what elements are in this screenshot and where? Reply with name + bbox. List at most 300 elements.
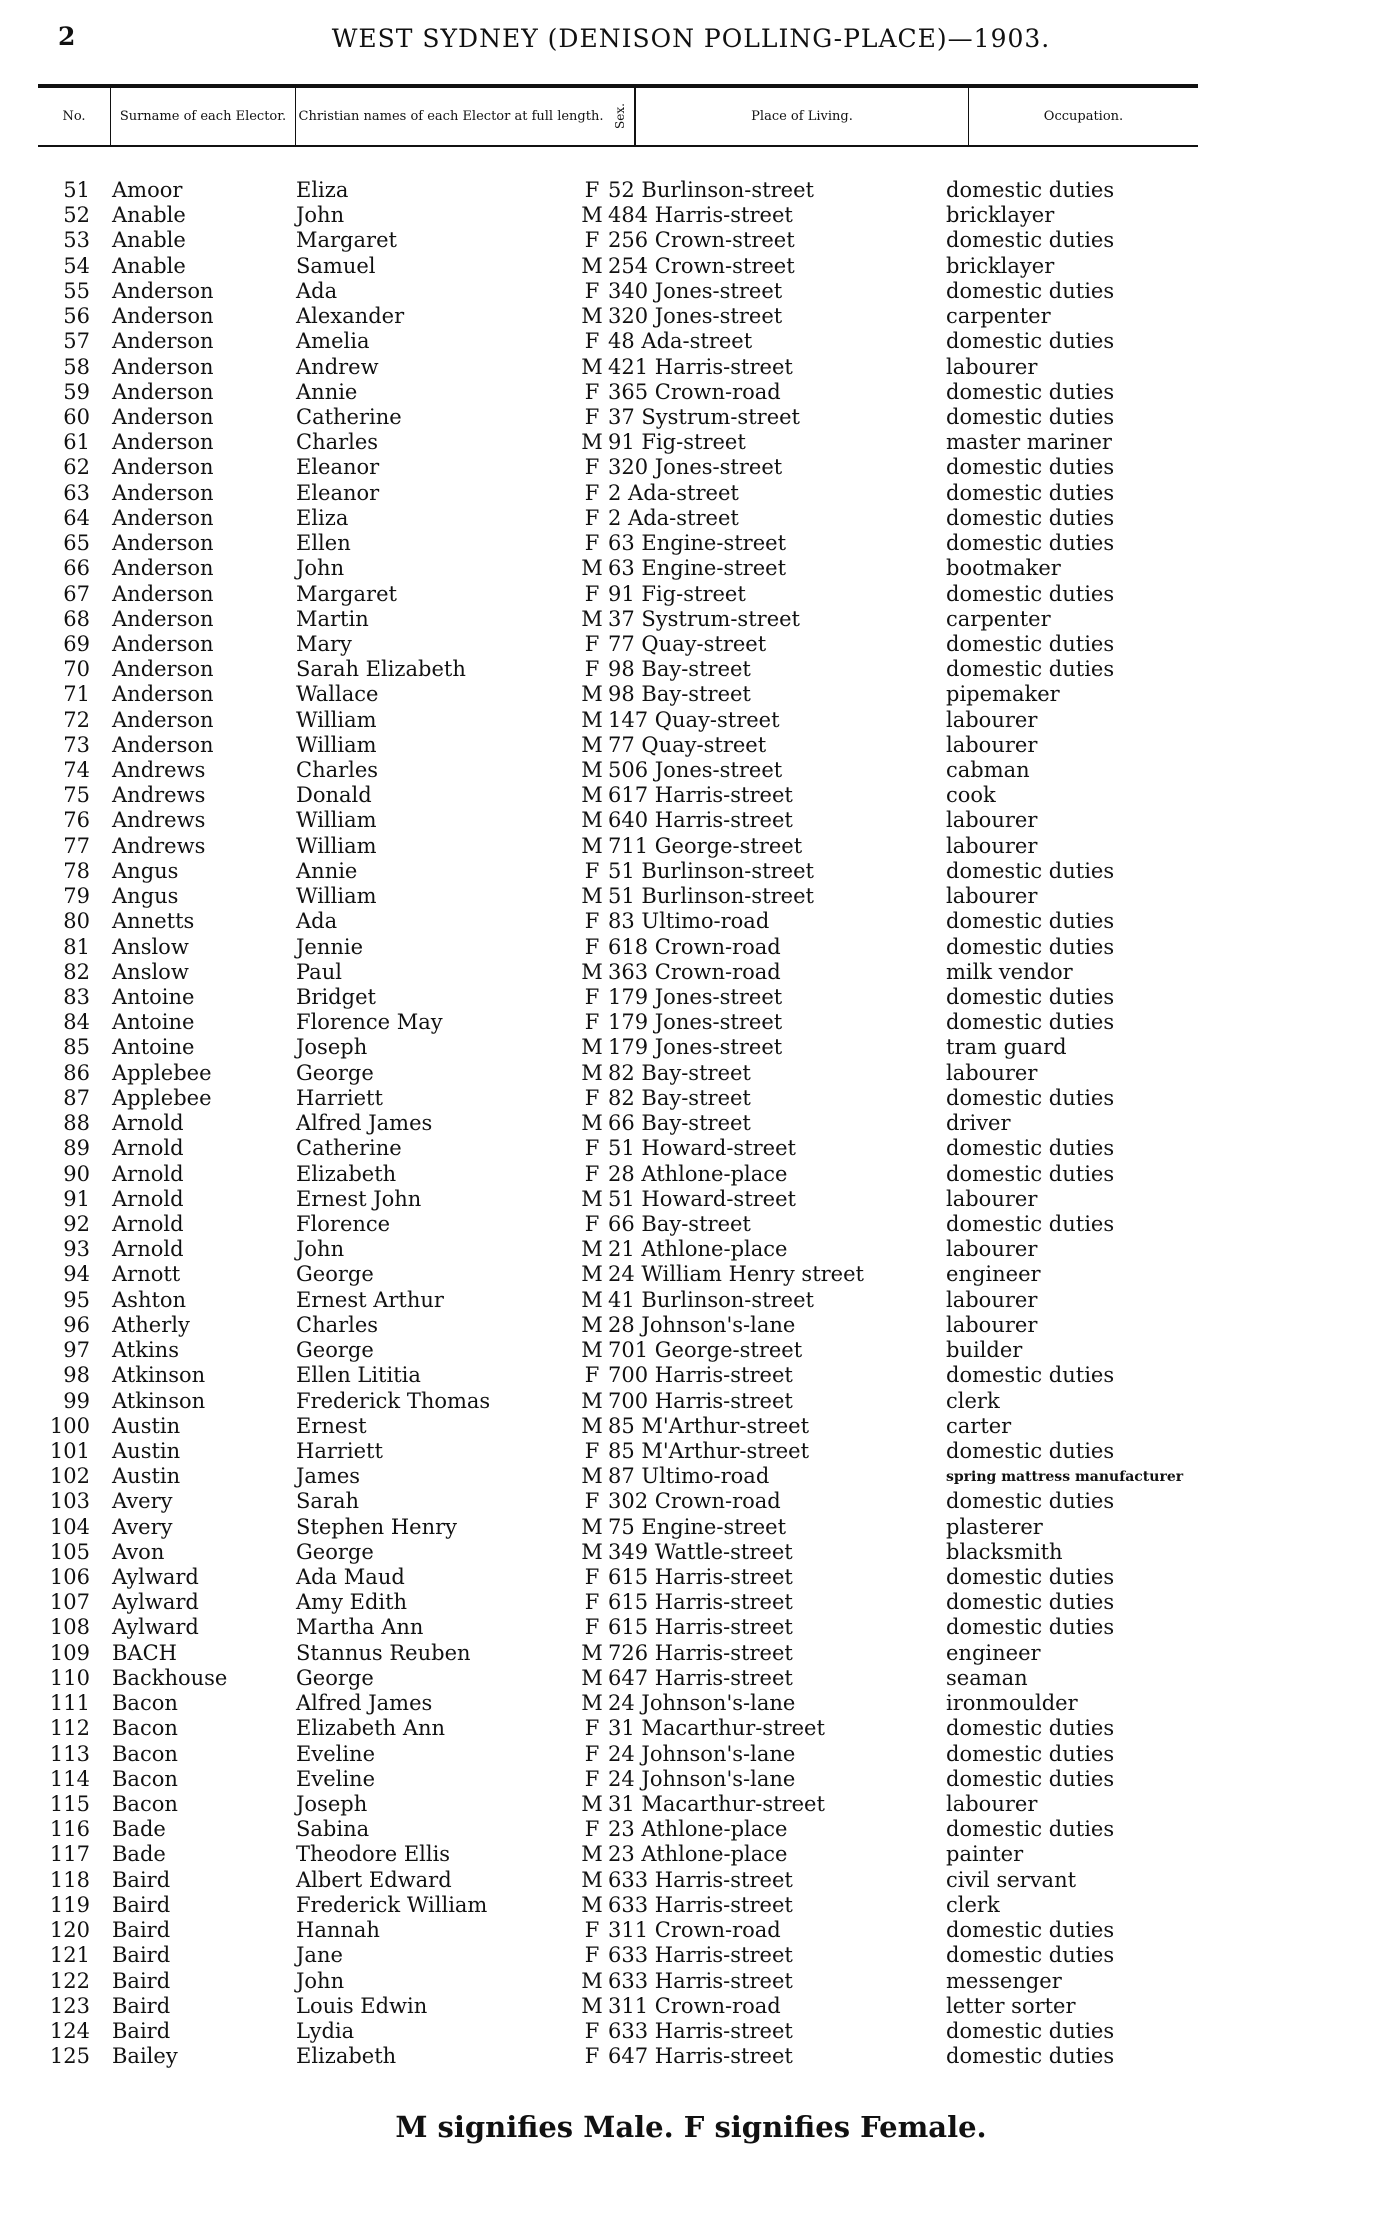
elector-place: 51 Howard-street (608, 1186, 796, 1211)
table-row (0, 1489, 1382, 1514)
elector-place: 82 Bay-street (608, 1060, 751, 1085)
elector-place: 700 Harris-street (608, 1388, 793, 1413)
elector-surname: Amoor (112, 178, 183, 202)
elector-number: 60 (63, 404, 90, 429)
elector-number: 103 (49, 1489, 90, 1514)
elector-christian-names: Theodore Ellis (296, 1842, 451, 1867)
elector-sex: F (584, 1590, 600, 1615)
elector-christian-names: Charles (296, 1312, 379, 1337)
elector-place: 82 Bay-street (608, 1085, 751, 1110)
elector-place: 87 Ultimo-road (608, 1464, 770, 1489)
table-row (0, 329, 1382, 354)
elector-surname: Bacon (112, 1691, 178, 1716)
elector-surname: Anderson (112, 581, 214, 606)
elector-place: 618 Crown-road (608, 934, 781, 959)
elector-place: 701 George-street (608, 1338, 803, 1363)
table-row (0, 1464, 1382, 1489)
page-title: WEST SYDNEY (DENISON POLLING-PLACE)—1903. (331, 24, 1051, 53)
elector-place: 302 Crown-road (608, 1489, 781, 1514)
footer-note: M signifies Male. F signifies Female. (395, 2110, 987, 2144)
elector-place: 179 Jones-street (608, 1010, 783, 1035)
elector-place: 52 Burlinson-street (608, 178, 814, 202)
elector-sex: M (581, 1993, 603, 2018)
elector-number: 69 (63, 631, 90, 656)
elector-sex: F (584, 455, 600, 480)
elector-christian-names: William (296, 732, 377, 757)
elector-surname: Anable (112, 228, 186, 253)
elector-surname: Aylward (112, 1590, 199, 1615)
table-row (0, 1111, 1382, 1136)
elector-sex: M (581, 1514, 603, 1539)
elector-christian-names: Eleanor (296, 480, 380, 505)
elector-surname: Anslow (112, 934, 189, 959)
elector-occupation: domestic duties (946, 1489, 1115, 1514)
elector-place: 23 Athlone-place (608, 1817, 788, 1842)
elector-place: 28 Athlone-place (608, 1161, 788, 1186)
elector-number: 115 (49, 1792, 90, 1816)
elector-place: 484 Harris-street (608, 203, 793, 228)
elector-place: 320 Jones-street (608, 455, 783, 480)
table-row (0, 1288, 1382, 1313)
elector-christian-names: Amelia (296, 329, 370, 354)
elector-number: 116 (49, 1817, 90, 1842)
elector-sex: F (584, 1817, 600, 1842)
elector-number: 66 (63, 556, 90, 581)
elector-surname: Austin (112, 1438, 181, 1463)
elector-number: 94 (63, 1262, 90, 1287)
table-row (0, 758, 1382, 783)
table-row (0, 1136, 1382, 1161)
elector-christian-names: Hannah (296, 1918, 380, 1943)
elector-christian-names: Eleanor (296, 455, 380, 480)
elector-occupation: letter sorter (946, 1993, 1076, 2018)
table-row (0, 1035, 1382, 1060)
elector-christian-names: Ada Maud (296, 1565, 405, 1590)
elector-christian-names: Catherine (296, 404, 402, 429)
elector-number: 93 (63, 1237, 90, 1262)
elector-occupation: domestic duties (946, 858, 1115, 883)
elector-christian-names: Lydia (296, 2018, 355, 2043)
elector-surname: Arnott (112, 1262, 181, 1287)
elector-number: 95 (63, 1287, 90, 1312)
elector-sex: F (584, 480, 600, 505)
elector-number: 105 (49, 1539, 90, 1564)
elector-christian-names: Eliza (296, 505, 349, 530)
elector-occupation: domestic duties (946, 1590, 1115, 1615)
elector-christian-names: Sabina (296, 1817, 370, 1842)
elector-surname: Antoine (112, 1035, 195, 1060)
elector-place: 615 Harris-street (608, 1565, 793, 1590)
elector-place: 77 Quay-street (608, 631, 767, 656)
elector-occupation: domestic duties (946, 1918, 1115, 1943)
elector-christian-names: William (296, 884, 377, 909)
elector-place: 91 Fig-street (608, 430, 746, 455)
elector-surname: Baird (112, 1918, 171, 1943)
column-header-no: No. (62, 108, 86, 124)
table-row (0, 1187, 1382, 1212)
table-row (0, 1691, 1382, 1716)
elector-christian-names: Charles (296, 430, 379, 455)
elector-occupation: domestic duties (946, 1211, 1115, 1236)
elector-place: 91 Fig-street (608, 581, 746, 606)
elector-surname: Andrews (112, 783, 206, 808)
elector-place: 24 Johnson's-lane (608, 1741, 796, 1766)
elector-place: 633 Harris-street (608, 1892, 793, 1917)
elector-sex: F (584, 1918, 600, 1943)
elector-occupation: labourer (946, 1237, 1038, 1262)
elector-christian-names: Alexander (296, 304, 405, 329)
elector-sex: F (584, 1489, 600, 1514)
elector-christian-names: Andrew (296, 354, 379, 379)
elector-christian-names: George (296, 1665, 374, 1690)
elector-number: 68 (63, 606, 90, 631)
elector-place: 31 Macarthur-street (608, 1716, 825, 1741)
elector-occupation: domestic duties (946, 2044, 1115, 2069)
elector-place: 23 Athlone-place (608, 1842, 788, 1867)
elector-place: 66 Bay-street (608, 1111, 751, 1136)
elector-occupation: domestic duties (946, 631, 1115, 656)
elector-sex: M (581, 808, 603, 833)
elector-surname: Atherly (112, 1312, 190, 1337)
elector-sex: M (581, 253, 603, 278)
elector-number: 89 (63, 1136, 90, 1161)
table-row (0, 1162, 1382, 1187)
elector-surname: Arnold (112, 1136, 184, 1161)
elector-occupation: labourer (946, 833, 1038, 858)
elector-occupation: cook (946, 783, 996, 808)
elector-sex: M (581, 1539, 603, 1564)
elector-place: 633 Harris-street (608, 2018, 793, 2043)
elector-occupation: messenger (946, 1968, 1062, 1993)
table-row (0, 1918, 1382, 1943)
elector-christian-names: Amy Edith (296, 1590, 408, 1615)
elector-occupation: domestic duties (946, 2018, 1115, 2043)
table-row (0, 279, 1382, 304)
elector-surname: Anderson (112, 631, 214, 656)
table-row (0, 304, 1382, 329)
table-row (0, 1615, 1382, 1640)
elector-number: 121 (49, 1943, 90, 1968)
elector-number: 79 (63, 884, 90, 909)
elector-place: 24 Johnson's-lane (608, 1766, 796, 1791)
elector-christian-names: Martin (296, 606, 369, 631)
elector-number: 72 (63, 707, 90, 732)
elector-place: 615 Harris-street (608, 1590, 793, 1615)
elector-sex: M (581, 1388, 603, 1413)
elector-surname: Arnold (112, 1111, 184, 1136)
elector-sex: M (581, 783, 603, 808)
elector-place: 63 Engine-street (608, 556, 787, 581)
elector-number: 59 (63, 379, 90, 404)
elector-surname: Andrews (112, 758, 206, 783)
elector-christian-names: Elizabeth Ann (296, 1716, 446, 1741)
elector-sex: M (581, 1842, 603, 1867)
elector-number: 61 (63, 430, 90, 455)
elector-surname: Bade (112, 1842, 166, 1867)
elector-sex: M (581, 1287, 603, 1312)
elector-surname: Atkinson (112, 1388, 206, 1413)
elector-occupation: ironmoulder (946, 1691, 1078, 1716)
elector-place: 24 William Henry street (608, 1262, 864, 1287)
column-header-row (38, 88, 1198, 147)
elector-place: 711 George-street (608, 833, 803, 858)
elector-christian-names: Albert Edward (296, 1867, 452, 1892)
elector-christian-names: Ellen (296, 531, 351, 556)
elector-christian-names: John (296, 556, 345, 581)
elector-sex: M (581, 1665, 603, 1690)
elector-number: 104 (49, 1514, 90, 1539)
elector-surname: Bade (112, 1817, 166, 1842)
elector-occupation: bricklayer (946, 203, 1055, 228)
table-row (0, 254, 1382, 279)
column-header-place: Place of Living. (635, 88, 968, 145)
elector-surname: Anderson (112, 430, 214, 455)
elector-occupation: domestic duties (946, 228, 1115, 253)
elector-number: 108 (49, 1615, 90, 1640)
elector-sex: F (584, 657, 600, 682)
elector-christian-names: Alfred James (296, 1111, 433, 1136)
table-row (0, 1061, 1382, 1086)
elector-number: 73 (63, 732, 90, 757)
elector-christian-names: John (296, 203, 345, 228)
elector-christian-names: Margaret (296, 228, 397, 253)
elector-place: 2 Ada-street (608, 480, 739, 505)
elector-place: 647 Harris-street (608, 1665, 793, 1690)
elector-sex: M (581, 1792, 603, 1816)
elector-occupation: domestic duties (946, 1565, 1115, 1590)
elector-sex: F (584, 1438, 600, 1463)
elector-place: 2 Ada-street (608, 505, 739, 530)
elector-number: 120 (49, 1918, 90, 1943)
elector-sex: M (581, 1237, 603, 1262)
elector-number: 97 (63, 1338, 90, 1363)
elector-place: 421 Harris-street (608, 354, 793, 379)
elector-christian-names: Ernest (296, 1413, 367, 1438)
elector-sex: M (581, 1464, 603, 1489)
elector-sex: F (584, 581, 600, 606)
elector-surname: Bacon (112, 1792, 178, 1816)
elector-surname: Baird (112, 1892, 171, 1917)
elector-place: 633 Harris-street (608, 1968, 793, 1993)
table-row (0, 1086, 1382, 1111)
elector-surname: Bacon (112, 1741, 178, 1766)
elector-place: 37 Systrum-street (608, 606, 800, 631)
elector-surname: Anderson (112, 329, 214, 354)
elector-occupation: domestic duties (946, 1438, 1115, 1463)
elector-sex: M (581, 1413, 603, 1438)
elector-occupation: labourer (946, 884, 1038, 909)
elector-surname: Arnold (112, 1237, 184, 1262)
elector-christian-names: Charles (296, 758, 379, 783)
elector-sex: F (584, 1716, 600, 1741)
elector-place: 21 Athlone-place (608, 1237, 788, 1262)
elector-place: 254 Crown-street (608, 253, 795, 278)
elector-surname: Andrews (112, 833, 206, 858)
elector-number: 123 (49, 1993, 90, 2018)
elector-surname: Anderson (112, 531, 214, 556)
elector-surname: Backhouse (112, 1665, 228, 1690)
table-row (0, 632, 1382, 657)
elector-place: 647 Harris-street (608, 2044, 793, 2069)
elector-occupation: domestic duties (946, 1716, 1115, 1741)
elector-sex: F (584, 404, 600, 429)
table-row (0, 1817, 1382, 1842)
elector-sex: F (584, 985, 600, 1009)
elector-surname: Ashton (112, 1287, 187, 1312)
elector-christian-names: Ellen Lititia (296, 1363, 421, 1388)
table-row (0, 2019, 1382, 2044)
elector-surname: Anderson (112, 606, 214, 631)
table-row (0, 733, 1382, 758)
elector-christian-names: John (296, 1237, 345, 1262)
elector-christian-names: Catherine (296, 1136, 402, 1161)
elector-occupation: labourer (946, 1312, 1038, 1337)
elector-sex: F (584, 2044, 600, 2069)
elector-surname: Baird (112, 1943, 171, 1968)
elector-sex: M (581, 304, 603, 329)
table-row (0, 203, 1382, 228)
elector-sex: M (581, 1968, 603, 1993)
table-row (0, 1893, 1382, 1918)
elector-number: 100 (49, 1413, 90, 1438)
elector-number: 86 (63, 1060, 90, 1085)
elector-number: 76 (63, 808, 90, 833)
elector-surname: Avery (112, 1514, 173, 1539)
elector-surname: Anderson (112, 480, 214, 505)
elector-christian-names: Samuel (296, 253, 376, 278)
elector-sex: M (581, 682, 603, 707)
table-row (0, 808, 1382, 833)
elector-sex: F (584, 1615, 600, 1640)
table-row (0, 657, 1382, 682)
elector-number: 62 (63, 455, 90, 480)
elector-occupation: clerk (946, 1388, 1000, 1413)
elector-surname: Annetts (112, 909, 195, 934)
elector-occupation: domestic duties (946, 1817, 1115, 1842)
elector-place: 98 Bay-street (608, 657, 751, 682)
elector-christian-names: Paul (296, 959, 342, 984)
elector-occupation: domestic duties (946, 505, 1115, 530)
elector-number: 81 (63, 934, 90, 959)
elector-number: 114 (49, 1766, 90, 1791)
elector-number: 83 (63, 985, 90, 1009)
elector-number: 88 (63, 1111, 90, 1136)
elector-surname: Atkins (112, 1338, 179, 1363)
page-number: 2 (58, 22, 76, 51)
elector-occupation: seaman (946, 1665, 1028, 1690)
elector-sex: M (581, 884, 603, 909)
elector-occupation: domestic duties (946, 934, 1115, 959)
elector-sex: F (584, 228, 600, 253)
elector-surname: Aylward (112, 1565, 199, 1590)
elector-christian-names: Jane (296, 1943, 343, 1968)
table-row (0, 1389, 1382, 1414)
elector-christian-names: Florence May (296, 1010, 443, 1035)
elector-sex: F (584, 934, 600, 959)
elector-sex: M (581, 959, 603, 984)
elector-surname: Bailey (112, 2044, 178, 2069)
elector-surname: Bacon (112, 1716, 178, 1741)
elector-occupation: labourer (946, 1792, 1038, 1816)
elector-sex: M (581, 1691, 603, 1716)
elector-christian-names: Eveline (296, 1741, 376, 1766)
elector-sex: M (581, 556, 603, 581)
elector-place: 37 Systrum-street (608, 404, 800, 429)
table-row (0, 1212, 1382, 1237)
elector-place: 617 Harris-street (608, 783, 793, 808)
elector-occupation: domestic duties (946, 1943, 1115, 1968)
elector-christian-names: Frederick William (296, 1892, 488, 1917)
elector-number: 106 (49, 1565, 90, 1590)
table-row (0, 582, 1382, 607)
elector-christian-names: Sarah Elizabeth (296, 657, 466, 682)
elector-christian-names: William (296, 707, 377, 732)
table-row (0, 430, 1382, 455)
elector-occupation: domestic duties (946, 909, 1115, 934)
elector-christian-names: Ada (296, 909, 338, 934)
elector-sex: F (584, 329, 600, 354)
elector-number: 52 (63, 203, 90, 228)
elector-occupation: labourer (946, 1186, 1038, 1211)
elector-sex: F (584, 1085, 600, 1110)
elector-number: 113 (49, 1741, 90, 1766)
elector-sex: F (584, 1943, 600, 1968)
table-row (0, 1994, 1382, 2019)
elector-surname: Aylward (112, 1615, 199, 1640)
elector-surname: Austin (112, 1413, 181, 1438)
elector-occupation: labourer (946, 354, 1038, 379)
elector-place: 349 Wattle-street (608, 1539, 793, 1564)
elector-surname: Avery (112, 1489, 173, 1514)
elector-christian-names: Annie (296, 858, 358, 883)
elector-christian-names: James (296, 1464, 361, 1489)
elector-christian-names: William (296, 833, 377, 858)
elector-occupation: domestic duties (946, 1615, 1115, 1640)
table-row (0, 1943, 1382, 1968)
elector-occupation: clerk (946, 1892, 1000, 1917)
elector-occupation: carpenter (946, 304, 1051, 329)
elector-place: 726 Harris-street (608, 1640, 793, 1665)
elector-number: 75 (63, 783, 90, 808)
elector-christian-names: George (296, 1060, 374, 1085)
elector-sex: F (584, 1136, 600, 1161)
table-row (0, 1666, 1382, 1691)
elector-number: 99 (63, 1388, 90, 1413)
elector-place: 83 Ultimo-road (608, 909, 770, 934)
elector-place: 28 Johnson's-lane (608, 1312, 796, 1337)
table-row (0, 380, 1382, 405)
elector-list (0, 178, 1382, 2069)
elector-place: 66 Bay-street (608, 1211, 751, 1236)
elector-christian-names: George (296, 1262, 374, 1287)
table-row (0, 1414, 1382, 1439)
elector-number: 51 (63, 178, 90, 202)
elector-occupation: master mariner (946, 430, 1112, 455)
elector-surname: Anderson (112, 379, 214, 404)
elector-occupation: domestic duties (946, 657, 1115, 682)
elector-occupation: domestic duties (946, 455, 1115, 480)
elector-number: 87 (63, 1085, 90, 1110)
elector-sex: F (584, 2018, 600, 2043)
elector-sex: M (581, 707, 603, 732)
table-row (0, 481, 1382, 506)
table-row (0, 1716, 1382, 1741)
elector-number: 109 (49, 1640, 90, 1665)
elector-number: 96 (63, 1312, 90, 1337)
elector-number: 122 (49, 1968, 90, 1993)
elector-place: 63 Engine-street (608, 531, 787, 556)
elector-number: 98 (63, 1363, 90, 1388)
